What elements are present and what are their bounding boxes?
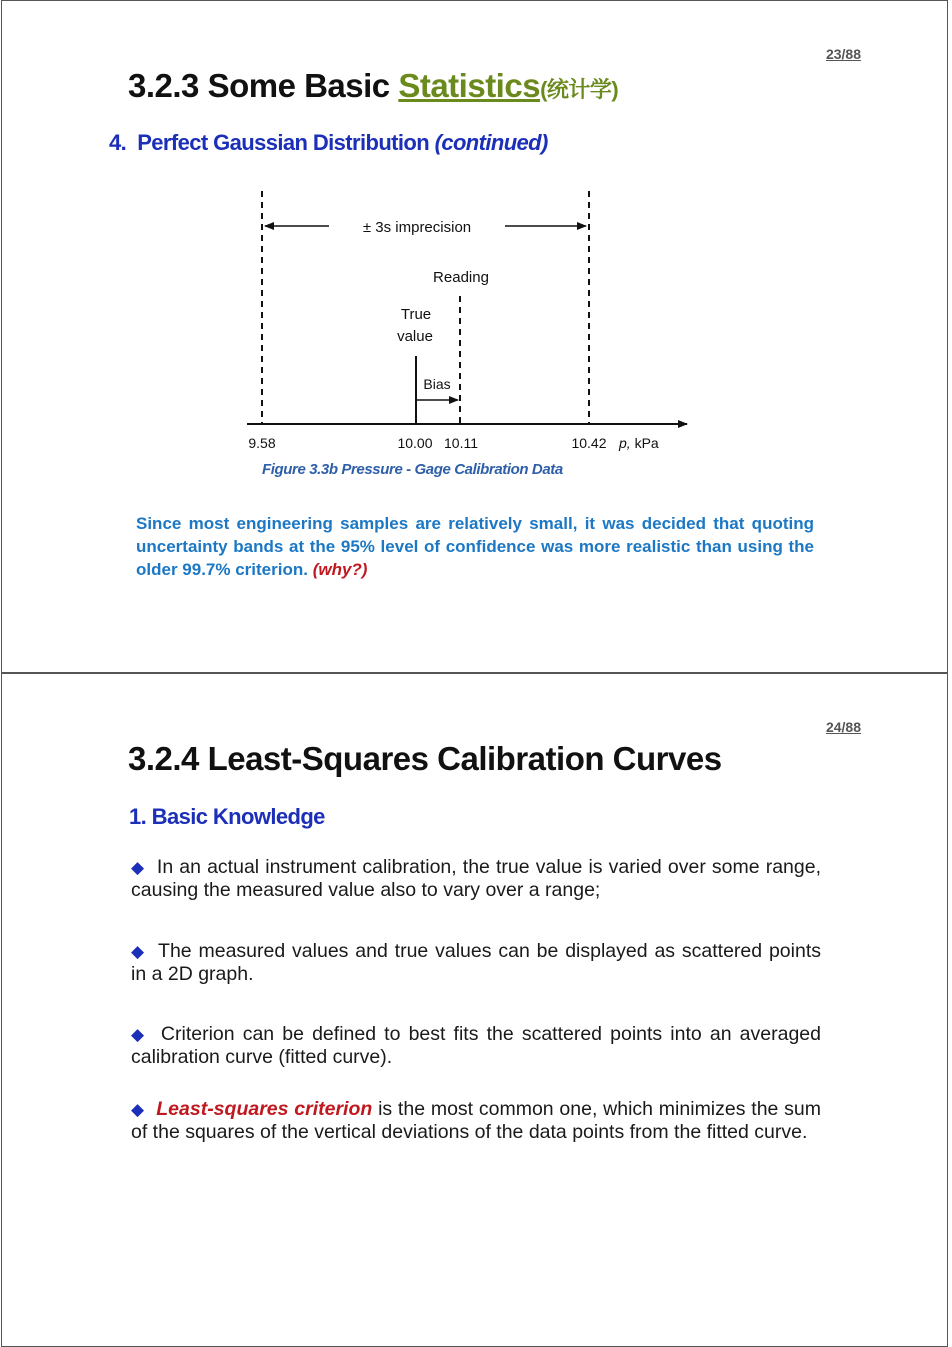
axis-label-unit: kPa <box>630 435 659 451</box>
section-suffix: (continued) <box>434 130 548 155</box>
tick-label-10-11: 10.11 <box>444 435 478 451</box>
tick-label-9-58: 9.58 <box>248 435 276 451</box>
axis-label-p: p, <box>619 435 631 451</box>
diamond-bullet-icon: ◆ <box>131 942 146 961</box>
bullet-text: In an actual instrument calibration, the true value is varied over some range, causing the measured value also to vary over a range; <box>131 856 822 901</box>
title-chinese: (统计学) <box>540 77 619 102</box>
axis-label <box>618 435 659 451</box>
bullet-item <box>131 1023 821 1069</box>
bullet-text: is the most common one, which minimizes the sum of the squares of the vertical deviations of the data points from the fitted curve. <box>131 1098 822 1143</box>
imprecision-label: ± 3s imprecision <box>362 219 472 236</box>
tick-label-10-00: 10.00 <box>397 435 433 451</box>
why-question: (why?) <box>312 560 368 579</box>
section-heading: 1. Basic Knowledge <box>129 804 325 829</box>
bullet-text: Criterion can be defined to best fits the scattered points into an averaged calibration curve (fitted curve). <box>131 1023 821 1068</box>
section-number: 4. <box>109 130 127 155</box>
bullet-item <box>131 940 821 986</box>
slide-title <box>128 67 618 105</box>
diamond-bullet-icon: ◆ <box>131 858 145 877</box>
true-value-label-1: True <box>400 306 432 323</box>
tick-label-10-42: 10.42 <box>571 435 607 451</box>
page-number: 23/88 <box>825 46 861 62</box>
slide-24 <box>1 673 948 1347</box>
least-squares-emphasis: Least-squares criterion <box>156 1098 373 1120</box>
section-title: Perfect Gaussian Distribution <box>137 130 435 155</box>
bias-label: Bias <box>423 376 451 392</box>
calibration-figure <box>217 186 707 461</box>
diamond-bullet-icon: ◆ <box>131 1100 145 1119</box>
bullet-text: The measured values and true values can be displayed as scattered points in a 2D graph. <box>131 940 821 985</box>
true-value-label-2: value <box>397 328 433 345</box>
diamond-bullet-icon: ◆ <box>131 1025 147 1044</box>
figure-caption: Figure 3.3b Pressure - Gage Calibration Data <box>262 461 563 478</box>
page-number: 24/88 <box>825 719 861 735</box>
confidence-text: Since most engineering samples are relatively small, it was decided that quoting uncertainty bands at the 95% level of confidence was more realistic than using the older 99.7% criterion. <box>136 514 814 579</box>
title-prefix: 3.2.3 Some Basic <box>128 67 399 104</box>
section-heading <box>109 130 548 156</box>
bullet-item <box>131 1098 821 1144</box>
title-keyword: Statistics <box>398 67 541 104</box>
slide-title: 3.2.4 Least-Squares Calibration Curves <box>128 740 722 777</box>
bullet-item <box>131 856 821 902</box>
confidence-paragraph <box>136 512 814 581</box>
reading-label: Reading <box>433 269 489 286</box>
slide-23 <box>1 0 948 673</box>
